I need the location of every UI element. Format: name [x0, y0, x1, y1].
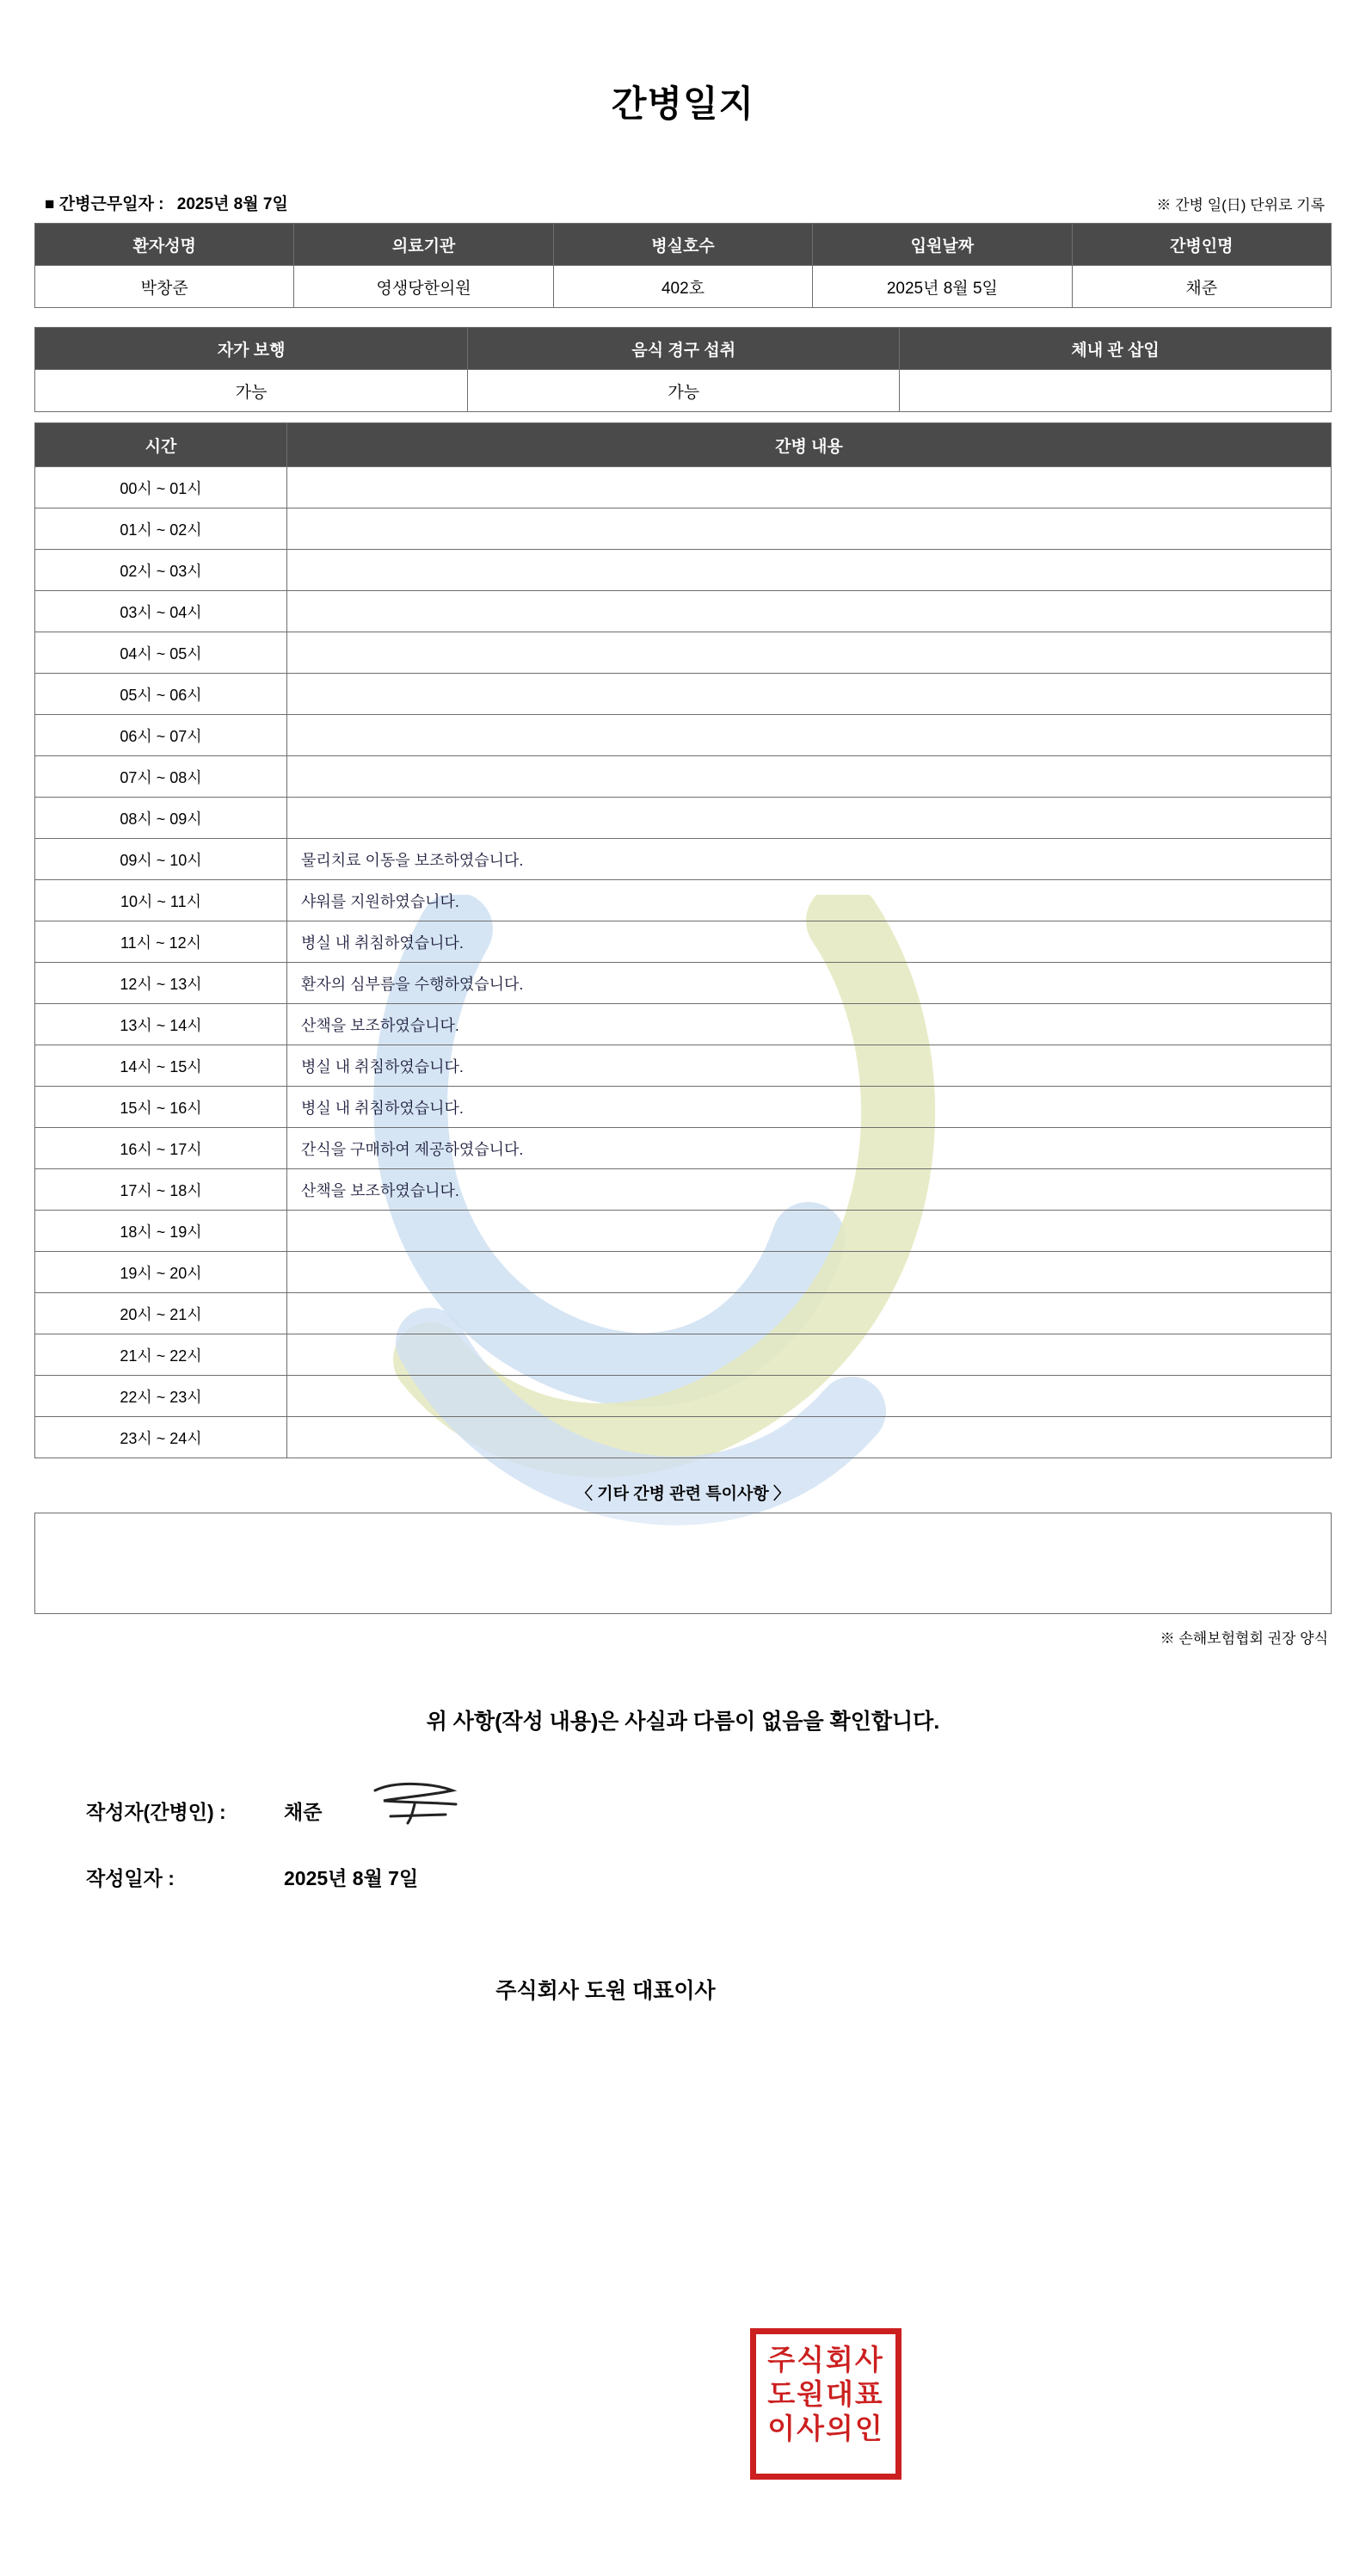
table-row [35, 715, 1332, 756]
time-label: 01시 ~ 02시 [35, 508, 287, 550]
time-label: 21시 ~ 22시 [35, 1334, 287, 1376]
care-note[interactable] [287, 550, 1332, 591]
time-label: 19시 ~ 20시 [35, 1252, 287, 1293]
value-patient-name: 박창준 [35, 266, 294, 308]
value-admission-date: 2025년 8월 5일 [813, 266, 1072, 308]
table-row [35, 1293, 1332, 1334]
care-note[interactable] [287, 508, 1332, 550]
time-label: 03시 ~ 04시 [35, 591, 287, 632]
table-row-header [35, 224, 1332, 266]
table-row [35, 266, 1332, 308]
value-caregiver-name: 채준 [1072, 266, 1331, 308]
care-note[interactable]: 산책을 보조하였습니다. [287, 1169, 1332, 1211]
author-label: 작성자(간병인) : [86, 1800, 226, 1823]
time-label: 17시 ~ 18시 [35, 1169, 287, 1211]
care-note[interactable]: 산책을 보조하였습니다. [287, 1004, 1332, 1045]
care-note[interactable] [287, 715, 1332, 756]
time-label: 23시 ~ 24시 [35, 1417, 287, 1458]
care-note[interactable] [287, 674, 1332, 715]
confirmation-statement: 위 사항(작성 내용)은 사실과 다름이 없음을 확인합니다. [426, 1710, 940, 1734]
table-row [35, 1128, 1332, 1169]
handwritten-signature-icon [366, 1778, 470, 1832]
time-label: 12시 ~ 13시 [35, 963, 287, 1004]
time-label: 06시 ~ 07시 [35, 715, 287, 756]
care-note[interactable] [287, 1376, 1332, 1417]
author-value: 채준 [284, 1800, 323, 1823]
table-row [35, 1045, 1332, 1087]
table-row [35, 921, 1332, 963]
care-note[interactable] [287, 467, 1332, 508]
signature-block [34, 1784, 1332, 1891]
value-tube-insertion [900, 370, 1332, 412]
remarks-textarea[interactable] [34, 1513, 1332, 1614]
time-label: 02시 ~ 03시 [35, 550, 287, 591]
care-note[interactable] [287, 1211, 1332, 1252]
table-row [35, 1376, 1332, 1417]
table-row [35, 591, 1332, 632]
col-header-oral-intake: 음식 경구 섭취 [468, 328, 900, 370]
table-row [35, 1252, 1332, 1293]
care-note[interactable]: 병실 내 취침하였습니다. [287, 1045, 1332, 1087]
value-self-walking: 가능 [35, 370, 468, 412]
col-header-room-number: 병실호수 [553, 224, 812, 266]
time-label: 18시 ~ 19시 [35, 1211, 287, 1252]
time-label: 20시 ~ 21시 [35, 1293, 287, 1334]
care-note[interactable]: 환자의 심부름을 수행하였습니다. [287, 963, 1332, 1004]
signature-date-row [86, 1863, 1332, 1891]
care-note[interactable]: 간식을 구매하여 제공하였습니다. [287, 1128, 1332, 1169]
col-header-care-content: 간병 내용 [287, 423, 1332, 467]
time-label: 07시 ~ 08시 [35, 756, 287, 798]
time-label: 15시 ~ 16시 [35, 1087, 287, 1128]
col-header-self-walking: 자가 보행 [35, 328, 468, 370]
table-row [35, 674, 1332, 715]
col-header-patient-name: 환자성명 [35, 224, 294, 266]
signature-author-row [86, 1784, 1332, 1837]
care-note[interactable] [287, 1334, 1332, 1376]
time-label: 14시 ~ 15시 [35, 1045, 287, 1087]
care-note[interactable]: 샤워를 지원하였습니다. [287, 880, 1332, 921]
form-source-note: ※ 손해보험협회 권장 양식 [1160, 1630, 1328, 1647]
col-header-hospital: 의료기관 [294, 224, 553, 266]
table-row [35, 1211, 1332, 1252]
care-note[interactable]: 병실 내 취침하였습니다. [287, 1087, 1332, 1128]
record-unit-note: ※ 간병 일(日) 단위로 기록 [1156, 197, 1325, 213]
table-row [35, 1004, 1332, 1045]
time-label: 08시 ~ 09시 [35, 798, 287, 839]
care-note[interactable] [287, 632, 1332, 674]
table-row [35, 756, 1332, 798]
date-value: 2025년 8월 7일 [284, 1867, 419, 1889]
remarks-caption: 〈 기타 간병 관련 특이사항 〉 [576, 1485, 790, 1503]
table-row [35, 632, 1332, 674]
table-row [35, 880, 1332, 921]
work-date-value: 2025년 8월 7일 [176, 195, 288, 213]
table-row [35, 963, 1332, 1004]
care-note[interactable] [287, 1252, 1332, 1293]
table-row [35, 1087, 1332, 1128]
table-row [35, 1334, 1332, 1376]
col-header-admission-date: 입원날짜 [813, 224, 1072, 266]
care-note[interactable] [287, 591, 1332, 632]
meta-row [34, 191, 1332, 214]
care-note[interactable] [287, 1417, 1332, 1458]
care-note[interactable]: 병실 내 취침하였습니다. [287, 921, 1332, 963]
work-date-label: ■ 간병근무일자 : [45, 195, 164, 213]
value-room-number: 402호 [553, 266, 812, 308]
time-label: 05시 ~ 06시 [35, 674, 287, 715]
table-row-header [35, 328, 1332, 370]
time-label: 09시 ~ 10시 [35, 839, 287, 880]
care-note[interactable] [287, 756, 1332, 798]
table-row [35, 839, 1332, 880]
care-note[interactable]: 물리치료 이동을 보조하였습니다. [287, 839, 1332, 880]
table-row [35, 798, 1332, 839]
hourly-care-table [34, 422, 1332, 1458]
company-representative-line: 주식회사 도원 대표이사 [495, 1979, 716, 2003]
company-seal-stamp: 주식회사 도원대표 이사의인 [750, 2328, 901, 2480]
table-row [35, 1417, 1332, 1458]
value-oral-intake: 가능 [468, 370, 900, 412]
condition-table [34, 327, 1332, 412]
patient-info-table [34, 223, 1332, 308]
table-row [35, 370, 1332, 412]
table-row [35, 467, 1332, 508]
time-label: 00시 ~ 01시 [35, 467, 287, 508]
time-label: 22시 ~ 23시 [35, 1376, 287, 1417]
date-label: 작성일자 : [86, 1867, 175, 1889]
time-label: 16시 ~ 17시 [35, 1128, 287, 1169]
table-row [35, 1169, 1332, 1211]
col-header-caregiver-name: 간병인명 [1072, 224, 1331, 266]
table-row [35, 508, 1332, 550]
time-label: 10시 ~ 11시 [35, 880, 287, 921]
value-hospital: 영생당한의원 [294, 266, 553, 308]
time-label: 11시 ~ 12시 [35, 921, 287, 963]
care-note[interactable] [287, 1293, 1332, 1334]
col-header-time: 시간 [35, 423, 287, 467]
table-row-header [35, 423, 1332, 467]
care-note[interactable] [287, 798, 1332, 839]
table-row [35, 550, 1332, 591]
col-header-tube-insertion: 체내 관 삽입 [900, 328, 1332, 370]
time-label: 04시 ~ 05시 [35, 632, 287, 674]
time-label: 13시 ~ 14시 [35, 1004, 287, 1045]
page-title: 간병일지 [611, 83, 755, 124]
work-date [45, 191, 288, 214]
